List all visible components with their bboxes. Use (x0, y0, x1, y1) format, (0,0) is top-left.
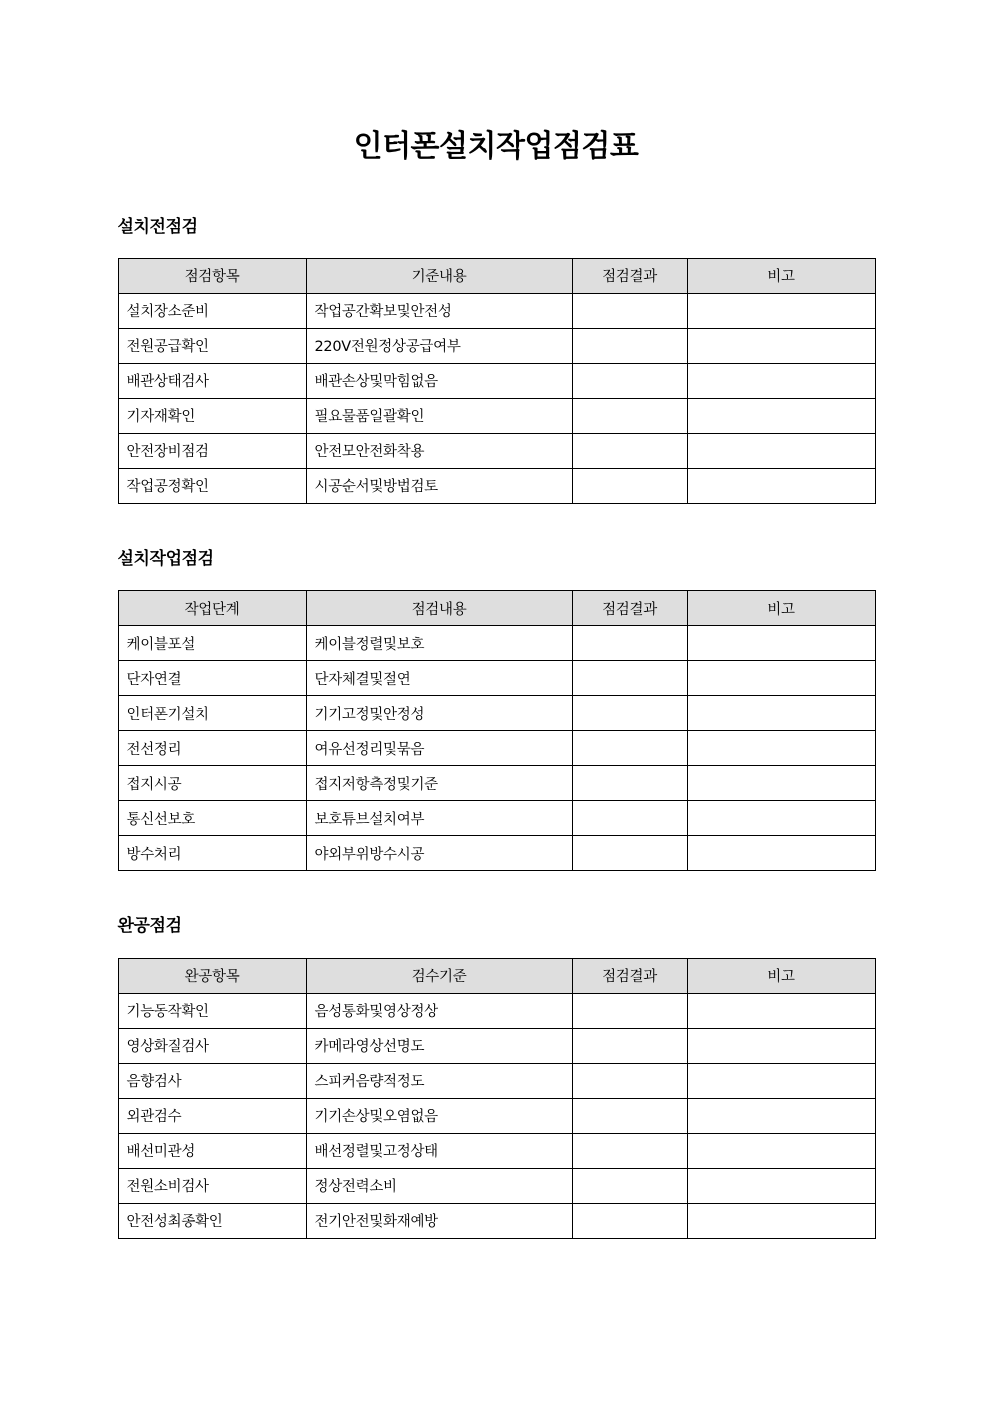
checklist-table (118, 258, 876, 504)
table-row (118, 1133, 875, 1168)
table-row (118, 696, 875, 731)
remarks-cell[interactable] (687, 766, 875, 801)
remarks-cell[interactable] (687, 468, 875, 503)
table-row (118, 801, 875, 836)
table-row (118, 1063, 875, 1098)
remarks-cell[interactable] (687, 293, 875, 328)
result-cell[interactable] (572, 696, 687, 731)
item-name-cell: 전선정리 (118, 731, 306, 766)
column-header: 점검결과 (572, 258, 687, 293)
result-cell[interactable] (572, 993, 687, 1028)
table-row (118, 661, 875, 696)
item-name-cell: 안전성최종확인 (118, 1203, 306, 1238)
table-header-row (118, 591, 875, 626)
criteria-cell: 스피커음량적정도 (306, 1063, 572, 1098)
result-cell[interactable] (572, 1028, 687, 1063)
criteria-cell: 작업공간확보및안전성 (306, 293, 572, 328)
criteria-cell: 배선정렬및고정상태 (306, 1133, 572, 1168)
item-name-cell: 방수처리 (118, 836, 306, 871)
result-cell[interactable] (572, 1203, 687, 1238)
table-row (118, 468, 875, 503)
criteria-cell: 여유선정리및묶음 (306, 731, 572, 766)
result-cell[interactable] (572, 731, 687, 766)
table-row (118, 1028, 875, 1063)
page-title: 인터폰설치작업점검표 (353, 129, 639, 164)
column-header: 비고 (687, 591, 875, 626)
item-name-cell: 단자연결 (118, 661, 306, 696)
item-name-cell: 통신선보호 (118, 801, 306, 836)
item-name-cell: 외관검수 (118, 1098, 306, 1133)
item-name-cell: 전원공급확인 (118, 328, 306, 363)
result-cell[interactable] (572, 468, 687, 503)
item-name-cell: 안전장비점검 (118, 433, 306, 468)
item-name-cell: 음향검사 (118, 1063, 306, 1098)
table-row (118, 626, 875, 661)
table-header-row (118, 258, 875, 293)
result-cell[interactable] (572, 398, 687, 433)
remarks-cell[interactable] (687, 993, 875, 1028)
column-header: 기준내용 (306, 258, 572, 293)
section-heading: 설치전점검 (117, 216, 198, 237)
criteria-cell: 야외부위방수시공 (306, 836, 572, 871)
document-content (118, 217, 875, 1239)
table-row (118, 766, 875, 801)
checklist-table (118, 590, 876, 871)
result-cell[interactable] (572, 293, 687, 328)
table-row (118, 731, 875, 766)
result-cell[interactable] (572, 766, 687, 801)
remarks-cell[interactable] (687, 696, 875, 731)
remarks-cell[interactable] (687, 1133, 875, 1168)
checklist-table (118, 958, 876, 1239)
criteria-cell: 220V전원정상공급여부 (306, 328, 572, 363)
criteria-cell: 보호튜브설치여부 (306, 801, 572, 836)
criteria-cell: 필요물품일괄확인 (306, 398, 572, 433)
table-row (118, 433, 875, 468)
result-cell[interactable] (572, 433, 687, 468)
remarks-cell[interactable] (687, 363, 875, 398)
table-row (118, 993, 875, 1028)
item-name-cell: 인터폰기설치 (118, 696, 306, 731)
remarks-cell[interactable] (687, 1098, 875, 1133)
remarks-cell[interactable] (687, 433, 875, 468)
criteria-cell: 배관손상및막힘없음 (306, 363, 572, 398)
result-cell[interactable] (572, 1133, 687, 1168)
remarks-cell[interactable] (687, 328, 875, 363)
item-name-cell: 영상화질검사 (118, 1028, 306, 1063)
criteria-cell: 케이블정렬및보호 (306, 626, 572, 661)
remarks-cell[interactable] (687, 836, 875, 871)
column-header: 점검결과 (572, 591, 687, 626)
checklist-section (118, 549, 875, 871)
criteria-cell: 정상전력소비 (306, 1168, 572, 1203)
column-header: 점검내용 (306, 591, 572, 626)
criteria-cell: 기기손상및오염없음 (306, 1098, 572, 1133)
criteria-cell: 시공순서및방법검토 (306, 468, 572, 503)
criteria-cell: 접지저항측정및기준 (306, 766, 572, 801)
result-cell[interactable] (572, 661, 687, 696)
item-name-cell: 전원소비검사 (118, 1168, 306, 1203)
result-cell[interactable] (572, 836, 687, 871)
remarks-cell[interactable] (687, 661, 875, 696)
result-cell[interactable] (572, 1063, 687, 1098)
remarks-cell[interactable] (687, 801, 875, 836)
item-name-cell: 작업공정확인 (118, 468, 306, 503)
result-cell[interactable] (572, 328, 687, 363)
remarks-cell[interactable] (687, 398, 875, 433)
criteria-cell: 기기고정및안정성 (306, 696, 572, 731)
remarks-cell[interactable] (687, 731, 875, 766)
checklist-section (118, 916, 875, 1238)
result-cell[interactable] (572, 1168, 687, 1203)
result-cell[interactable] (572, 626, 687, 661)
section-heading: 완공점검 (117, 916, 182, 937)
remarks-cell[interactable] (687, 1063, 875, 1098)
table-row (118, 363, 875, 398)
item-name-cell: 기자재확인 (118, 398, 306, 433)
table-row (118, 328, 875, 363)
table-row (118, 1168, 875, 1203)
criteria-cell: 전기안전및화재예방 (306, 1203, 572, 1238)
result-cell[interactable] (572, 1098, 687, 1133)
item-name-cell: 설치장소준비 (118, 293, 306, 328)
table-row (118, 836, 875, 871)
column-header: 비고 (687, 258, 875, 293)
result-cell[interactable] (572, 801, 687, 836)
criteria-cell: 안전모안전화착용 (306, 433, 572, 468)
table-row (118, 398, 875, 433)
column-header: 점검항목 (118, 258, 306, 293)
column-header: 작업단계 (118, 591, 306, 626)
remarks-cell[interactable] (687, 1168, 875, 1203)
table-row (118, 293, 875, 328)
remarks-cell[interactable] (687, 626, 875, 661)
result-cell[interactable] (572, 363, 687, 398)
table-row (118, 1203, 875, 1238)
criteria-cell: 음성통화및영상정상 (306, 993, 572, 1028)
item-name-cell: 배관상태검사 (118, 363, 306, 398)
column-header: 비고 (687, 958, 875, 993)
table-row (118, 1098, 875, 1133)
remarks-cell[interactable] (687, 1028, 875, 1063)
item-name-cell: 배선미관성 (118, 1133, 306, 1168)
criteria-cell: 카메라영상선명도 (306, 1028, 572, 1063)
item-name-cell: 접지시공 (118, 766, 306, 801)
remarks-cell[interactable] (687, 1203, 875, 1238)
column-header: 완공항목 (118, 958, 306, 993)
criteria-cell: 단자체결및절연 (306, 661, 572, 696)
item-name-cell: 케이블포설 (118, 626, 306, 661)
column-header: 점검결과 (572, 958, 687, 993)
section-heading: 설치작업점검 (117, 548, 214, 569)
item-name-cell: 기능동작확인 (118, 993, 306, 1028)
checklist-section (118, 217, 875, 504)
column-header: 검수기준 (306, 958, 572, 993)
table-header-row (118, 958, 875, 993)
